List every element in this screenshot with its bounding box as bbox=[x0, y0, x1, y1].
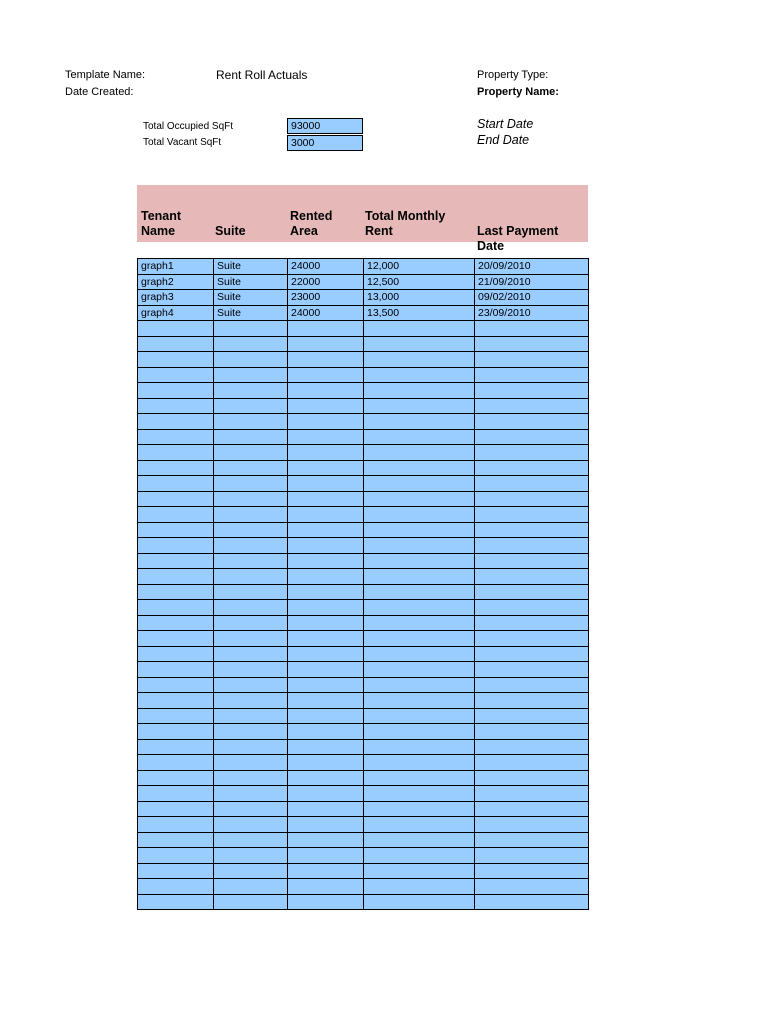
tenant-name-cell[interactable]: graph4 bbox=[138, 305, 214, 321]
table-row bbox=[138, 615, 589, 631]
last-payment-cell[interactable] bbox=[475, 832, 589, 848]
last-payment-cell[interactable] bbox=[475, 848, 589, 864]
suite-cell[interactable] bbox=[214, 584, 288, 600]
monthly-rent-cell[interactable] bbox=[364, 600, 475, 616]
last-payment-cell[interactable]: 20/09/2010 bbox=[475, 259, 589, 275]
suite-cell[interactable] bbox=[214, 553, 288, 569]
rented-area-cell[interactable] bbox=[288, 770, 364, 786]
rented-area-cell[interactable] bbox=[288, 786, 364, 802]
tenant-name-cell[interactable] bbox=[138, 739, 214, 755]
table-row bbox=[138, 367, 589, 383]
last-payment-cell[interactable] bbox=[475, 398, 589, 414]
rented-area-cell[interactable] bbox=[288, 662, 364, 678]
tenant-name-cell[interactable] bbox=[138, 569, 214, 585]
table-row bbox=[138, 305, 589, 321]
rented-area-cell[interactable] bbox=[288, 894, 364, 910]
table-row bbox=[138, 770, 589, 786]
monthly-rent-cell[interactable] bbox=[364, 553, 475, 569]
table-row bbox=[138, 848, 589, 864]
table-row bbox=[138, 755, 589, 771]
tenant-name-cell[interactable] bbox=[138, 724, 214, 740]
monthly-rent-cell[interactable] bbox=[364, 631, 475, 647]
monthly-rent-cell[interactable] bbox=[364, 879, 475, 895]
suite-cell[interactable] bbox=[214, 693, 288, 709]
tenant-name-cell[interactable] bbox=[138, 848, 214, 864]
table-row bbox=[138, 414, 589, 430]
tenant-name-cell[interactable] bbox=[138, 755, 214, 771]
table-row bbox=[138, 677, 589, 693]
rented-area-cell[interactable] bbox=[288, 817, 364, 833]
last-payment-cell[interactable] bbox=[475, 569, 589, 585]
table-row bbox=[138, 863, 589, 879]
tenant-name-cell[interactable] bbox=[138, 398, 214, 414]
monthly-rent-cell[interactable] bbox=[364, 770, 475, 786]
tenant-name-cell[interactable] bbox=[138, 538, 214, 554]
table-row bbox=[138, 739, 589, 755]
suite-cell[interactable] bbox=[214, 507, 288, 523]
table-row bbox=[138, 352, 589, 368]
monthly-rent-cell[interactable] bbox=[364, 755, 475, 771]
header-rented-area: Rented Area bbox=[290, 209, 333, 238]
monthly-rent-cell[interactable] bbox=[364, 817, 475, 833]
monthly-rent-cell[interactable] bbox=[364, 786, 475, 802]
last-payment-cell[interactable] bbox=[475, 352, 589, 368]
monthly-rent-cell[interactable]: 13,000 bbox=[364, 290, 475, 306]
table-row bbox=[138, 507, 589, 523]
monthly-rent-cell[interactable] bbox=[364, 677, 475, 693]
template-name-label: Template Name: bbox=[65, 69, 146, 81]
suite-cell[interactable] bbox=[214, 631, 288, 647]
last-payment-cell[interactable] bbox=[475, 801, 589, 817]
monthly-rent-cell[interactable] bbox=[364, 584, 475, 600]
last-payment-cell[interactable] bbox=[475, 615, 589, 631]
last-payment-cell[interactable] bbox=[475, 367, 589, 383]
rented-area-cell[interactable] bbox=[288, 693, 364, 709]
table-row bbox=[138, 321, 589, 337]
monthly-rent-cell[interactable] bbox=[364, 367, 475, 383]
monthly-rent-cell[interactable] bbox=[364, 460, 475, 476]
vacant-sqft-field[interactable]: 3000 bbox=[287, 135, 363, 151]
rented-area-cell[interactable] bbox=[288, 848, 364, 864]
rented-area-cell[interactable] bbox=[288, 445, 364, 461]
suite-cell[interactable] bbox=[214, 600, 288, 616]
last-payment-cell[interactable] bbox=[475, 429, 589, 445]
tenant-name-cell[interactable] bbox=[138, 429, 214, 445]
monthly-rent-cell[interactable] bbox=[364, 724, 475, 740]
tenant-name-cell[interactable] bbox=[138, 445, 214, 461]
table-row bbox=[138, 491, 589, 507]
table-row bbox=[138, 724, 589, 740]
last-payment-cell[interactable] bbox=[475, 321, 589, 337]
last-payment-cell[interactable] bbox=[475, 770, 589, 786]
table-row bbox=[138, 569, 589, 585]
rented-area-cell[interactable] bbox=[288, 677, 364, 693]
table-row bbox=[138, 383, 589, 399]
suite-cell[interactable] bbox=[214, 321, 288, 337]
template-name-value: Rent Roll Actuals bbox=[216, 68, 308, 82]
rented-area-cell[interactable] bbox=[288, 507, 364, 523]
tenant-name-cell[interactable] bbox=[138, 321, 214, 337]
monthly-rent-cell[interactable] bbox=[364, 429, 475, 445]
suite-cell[interactable] bbox=[214, 383, 288, 399]
rented-area-cell[interactable] bbox=[288, 414, 364, 430]
tenant-name-cell[interactable]: graph1 bbox=[138, 259, 214, 275]
rented-area-cell[interactable] bbox=[288, 336, 364, 352]
suite-cell[interactable] bbox=[214, 832, 288, 848]
suite-cell[interactable] bbox=[214, 476, 288, 492]
last-payment-cell[interactable] bbox=[475, 522, 589, 538]
tenant-name-cell[interactable] bbox=[138, 383, 214, 399]
suite-cell[interactable] bbox=[214, 646, 288, 662]
rented-area-cell[interactable] bbox=[288, 367, 364, 383]
monthly-rent-cell[interactable] bbox=[364, 522, 475, 538]
table-row bbox=[138, 445, 589, 461]
rented-area-cell[interactable] bbox=[288, 584, 364, 600]
suite-cell[interactable] bbox=[214, 786, 288, 802]
suite-cell[interactable] bbox=[214, 863, 288, 879]
tenant-name-cell[interactable] bbox=[138, 460, 214, 476]
table-row bbox=[138, 646, 589, 662]
suite-cell[interactable] bbox=[214, 801, 288, 817]
monthly-rent-cell[interactable] bbox=[364, 569, 475, 585]
suite-cell[interactable] bbox=[214, 615, 288, 631]
table-row bbox=[138, 274, 589, 290]
monthly-rent-cell[interactable]: 12,000 bbox=[364, 259, 475, 275]
last-payment-cell[interactable] bbox=[475, 600, 589, 616]
date-created-label: Date Created: bbox=[65, 86, 134, 98]
rent-roll-table bbox=[137, 258, 589, 910]
last-payment-cell[interactable] bbox=[475, 383, 589, 399]
monthly-rent-cell[interactable] bbox=[364, 801, 475, 817]
end-date-label: End Date bbox=[477, 133, 530, 147]
rented-area-cell[interactable] bbox=[288, 398, 364, 414]
suite-cell[interactable] bbox=[214, 429, 288, 445]
rented-area-cell[interactable] bbox=[288, 429, 364, 445]
rented-area-cell[interactable]: 23000 bbox=[288, 290, 364, 306]
table-row bbox=[138, 662, 589, 678]
suite-cell[interactable] bbox=[214, 569, 288, 585]
tenant-name-cell[interactable] bbox=[138, 879, 214, 895]
last-payment-cell[interactable]: 09/02/2010 bbox=[475, 290, 589, 306]
last-payment-cell[interactable] bbox=[475, 662, 589, 678]
last-payment-cell[interactable] bbox=[475, 646, 589, 662]
monthly-rent-cell[interactable] bbox=[364, 848, 475, 864]
monthly-rent-cell[interactable]: 12,500 bbox=[364, 274, 475, 290]
suite-cell[interactable] bbox=[214, 662, 288, 678]
tenant-name-cell[interactable] bbox=[138, 631, 214, 647]
suite-cell[interactable] bbox=[214, 677, 288, 693]
rented-area-cell[interactable] bbox=[288, 522, 364, 538]
suite-cell[interactable] bbox=[214, 352, 288, 368]
suite-cell[interactable]: Suite bbox=[214, 290, 288, 306]
rented-area-cell[interactable] bbox=[288, 460, 364, 476]
tenant-name-cell[interactable] bbox=[138, 646, 214, 662]
table-row bbox=[138, 817, 589, 833]
tenant-name-cell[interactable] bbox=[138, 677, 214, 693]
last-payment-cell[interactable] bbox=[475, 460, 589, 476]
last-payment-cell[interactable] bbox=[475, 724, 589, 740]
monthly-rent-cell[interactable] bbox=[364, 538, 475, 554]
rented-area-cell[interactable]: 22000 bbox=[288, 274, 364, 290]
suite-cell[interactable] bbox=[214, 708, 288, 724]
header-last-payment-date: Last Payment Date bbox=[477, 224, 559, 253]
suite-cell[interactable] bbox=[214, 770, 288, 786]
occupied-sqft-field[interactable]: 93000 bbox=[287, 118, 363, 134]
table-row bbox=[138, 290, 589, 306]
monthly-rent-cell[interactable]: 13,500 bbox=[364, 305, 475, 321]
monthly-rent-cell[interactable] bbox=[364, 321, 475, 337]
table-row bbox=[138, 894, 589, 910]
occupied-sqft-label: Total Occupied SqFt bbox=[143, 121, 234, 132]
last-payment-cell[interactable] bbox=[475, 786, 589, 802]
last-payment-cell[interactable] bbox=[475, 693, 589, 709]
table-row bbox=[138, 832, 589, 848]
suite-cell[interactable]: Suite bbox=[214, 274, 288, 290]
monthly-rent-cell[interactable] bbox=[364, 646, 475, 662]
rented-area-cell[interactable] bbox=[288, 538, 364, 554]
monthly-rent-cell[interactable] bbox=[364, 491, 475, 507]
header-suite: Suite bbox=[215, 224, 246, 238]
suite-cell[interactable] bbox=[214, 724, 288, 740]
last-payment-cell[interactable] bbox=[475, 894, 589, 910]
suite-cell[interactable] bbox=[214, 538, 288, 554]
table-row bbox=[138, 336, 589, 352]
monthly-rent-cell[interactable] bbox=[364, 615, 475, 631]
table-row bbox=[138, 600, 589, 616]
tenant-name-cell[interactable] bbox=[138, 863, 214, 879]
last-payment-cell[interactable] bbox=[475, 677, 589, 693]
table-row bbox=[138, 476, 589, 492]
tenant-name-cell[interactable] bbox=[138, 336, 214, 352]
tenant-name-cell[interactable] bbox=[138, 770, 214, 786]
property-type-label: Property Type: bbox=[477, 69, 549, 81]
rented-area-cell[interactable] bbox=[288, 383, 364, 399]
last-payment-cell[interactable]: 21/09/2010 bbox=[475, 274, 589, 290]
suite-cell[interactable] bbox=[214, 398, 288, 414]
rented-area-cell[interactable] bbox=[288, 755, 364, 771]
table-row bbox=[138, 429, 589, 445]
tenant-name-cell[interactable] bbox=[138, 507, 214, 523]
table-row bbox=[138, 693, 589, 709]
tenant-name-cell[interactable] bbox=[138, 832, 214, 848]
tenant-name-cell[interactable] bbox=[138, 414, 214, 430]
suite-cell[interactable] bbox=[214, 522, 288, 538]
monthly-rent-cell[interactable] bbox=[364, 739, 475, 755]
tenant-name-cell[interactable] bbox=[138, 894, 214, 910]
last-payment-cell[interactable] bbox=[475, 491, 589, 507]
rented-area-cell[interactable] bbox=[288, 631, 364, 647]
rented-area-cell[interactable] bbox=[288, 491, 364, 507]
tenant-name-cell[interactable] bbox=[138, 476, 214, 492]
table-row bbox=[138, 801, 589, 817]
start-date-label: Start Date bbox=[477, 117, 534, 131]
last-payment-cell[interactable] bbox=[475, 414, 589, 430]
tenant-name-cell[interactable]: graph2 bbox=[138, 274, 214, 290]
rented-area-cell[interactable]: 24000 bbox=[288, 259, 364, 275]
tenant-name-cell[interactable] bbox=[138, 491, 214, 507]
rented-area-cell[interactable] bbox=[288, 600, 364, 616]
table-row bbox=[138, 786, 589, 802]
table-row bbox=[138, 584, 589, 600]
tenant-name-cell[interactable] bbox=[138, 522, 214, 538]
tenant-name-cell[interactable] bbox=[138, 801, 214, 817]
table-row bbox=[138, 553, 589, 569]
suite-cell[interactable] bbox=[214, 879, 288, 895]
table-row bbox=[138, 259, 589, 275]
suite-cell[interactable] bbox=[214, 414, 288, 430]
tenant-name-cell[interactable] bbox=[138, 786, 214, 802]
last-payment-cell[interactable] bbox=[475, 708, 589, 724]
tenant-name-cell[interactable] bbox=[138, 817, 214, 833]
rented-area-cell[interactable] bbox=[288, 352, 364, 368]
table-row bbox=[138, 879, 589, 895]
tenant-name-cell[interactable] bbox=[138, 584, 214, 600]
monthly-rent-cell[interactable] bbox=[364, 693, 475, 709]
tenant-name-cell[interactable] bbox=[138, 662, 214, 678]
last-payment-cell[interactable]: 23/09/2010 bbox=[475, 305, 589, 321]
rented-area-cell[interactable] bbox=[288, 321, 364, 337]
monthly-rent-cell[interactable] bbox=[364, 708, 475, 724]
last-payment-cell[interactable] bbox=[475, 584, 589, 600]
tenant-name-cell[interactable] bbox=[138, 367, 214, 383]
table-row bbox=[138, 708, 589, 724]
monthly-rent-cell[interactable] bbox=[364, 662, 475, 678]
suite-cell[interactable] bbox=[214, 491, 288, 507]
rented-area-cell[interactable] bbox=[288, 832, 364, 848]
monthly-rent-cell[interactable] bbox=[364, 863, 475, 879]
suite-cell[interactable] bbox=[214, 739, 288, 755]
suite-cell[interactable]: Suite bbox=[214, 305, 288, 321]
monthly-rent-cell[interactable] bbox=[364, 445, 475, 461]
table-row bbox=[138, 460, 589, 476]
tenant-name-cell[interactable] bbox=[138, 600, 214, 616]
suite-cell[interactable] bbox=[214, 445, 288, 461]
table-row bbox=[138, 631, 589, 647]
tenant-name-cell[interactable] bbox=[138, 708, 214, 724]
vacant-sqft-label: Total Vacant SqFt bbox=[143, 137, 222, 148]
tenant-name-cell[interactable] bbox=[138, 615, 214, 631]
last-payment-cell[interactable] bbox=[475, 817, 589, 833]
suite-cell[interactable]: Suite bbox=[214, 259, 288, 275]
suite-cell[interactable] bbox=[214, 336, 288, 352]
last-payment-cell[interactable] bbox=[475, 336, 589, 352]
suite-cell[interactable] bbox=[214, 755, 288, 771]
last-payment-cell[interactable] bbox=[475, 863, 589, 879]
tenant-name-cell[interactable] bbox=[138, 553, 214, 569]
suite-cell[interactable] bbox=[214, 817, 288, 833]
tenant-name-cell[interactable] bbox=[138, 693, 214, 709]
rented-area-cell[interactable] bbox=[288, 553, 364, 569]
rented-area-cell[interactable] bbox=[288, 646, 364, 662]
tenant-name-cell[interactable]: graph3 bbox=[138, 290, 214, 306]
monthly-rent-cell[interactable] bbox=[364, 414, 475, 430]
last-payment-cell[interactable] bbox=[475, 507, 589, 523]
header-total-monthly-rent: Total Monthly Rent bbox=[365, 209, 446, 238]
table-row bbox=[138, 398, 589, 414]
monthly-rent-cell[interactable] bbox=[364, 476, 475, 492]
tenant-name-cell[interactable] bbox=[138, 352, 214, 368]
monthly-rent-cell[interactable] bbox=[364, 352, 475, 368]
last-payment-cell[interactable] bbox=[475, 445, 589, 461]
monthly-rent-cell[interactable] bbox=[364, 507, 475, 523]
monthly-rent-cell[interactable] bbox=[364, 832, 475, 848]
table-row bbox=[138, 538, 589, 554]
rented-area-cell[interactable] bbox=[288, 569, 364, 585]
last-payment-cell[interactable] bbox=[475, 476, 589, 492]
suite-cell[interactable] bbox=[214, 367, 288, 383]
column-header-band bbox=[137, 185, 588, 253]
rented-area-cell[interactable] bbox=[288, 708, 364, 724]
last-payment-cell[interactable] bbox=[475, 538, 589, 554]
rented-area-cell[interactable]: 24000 bbox=[288, 305, 364, 321]
monthly-rent-cell[interactable] bbox=[364, 383, 475, 399]
rented-area-cell[interactable] bbox=[288, 879, 364, 895]
header-tenant-name: Tenant Name bbox=[141, 209, 182, 238]
last-payment-cell[interactable] bbox=[475, 755, 589, 771]
rented-area-cell[interactable] bbox=[288, 739, 364, 755]
last-payment-cell[interactable] bbox=[475, 553, 589, 569]
rented-area-cell[interactable] bbox=[288, 476, 364, 492]
last-payment-cell[interactable] bbox=[475, 879, 589, 895]
rented-area-cell[interactable] bbox=[288, 801, 364, 817]
suite-cell[interactable] bbox=[214, 460, 288, 476]
table-row bbox=[138, 522, 589, 538]
monthly-rent-cell[interactable] bbox=[364, 336, 475, 352]
monthly-rent-cell[interactable] bbox=[364, 398, 475, 414]
property-name-label: Property Name: bbox=[477, 86, 559, 98]
last-payment-cell[interactable] bbox=[475, 739, 589, 755]
rented-area-cell[interactable] bbox=[288, 724, 364, 740]
rented-area-cell[interactable] bbox=[288, 863, 364, 879]
suite-cell[interactable] bbox=[214, 848, 288, 864]
rented-area-cell[interactable] bbox=[288, 615, 364, 631]
last-payment-cell[interactable] bbox=[475, 631, 589, 647]
suite-cell[interactable] bbox=[214, 894, 288, 910]
monthly-rent-cell[interactable] bbox=[364, 894, 475, 910]
